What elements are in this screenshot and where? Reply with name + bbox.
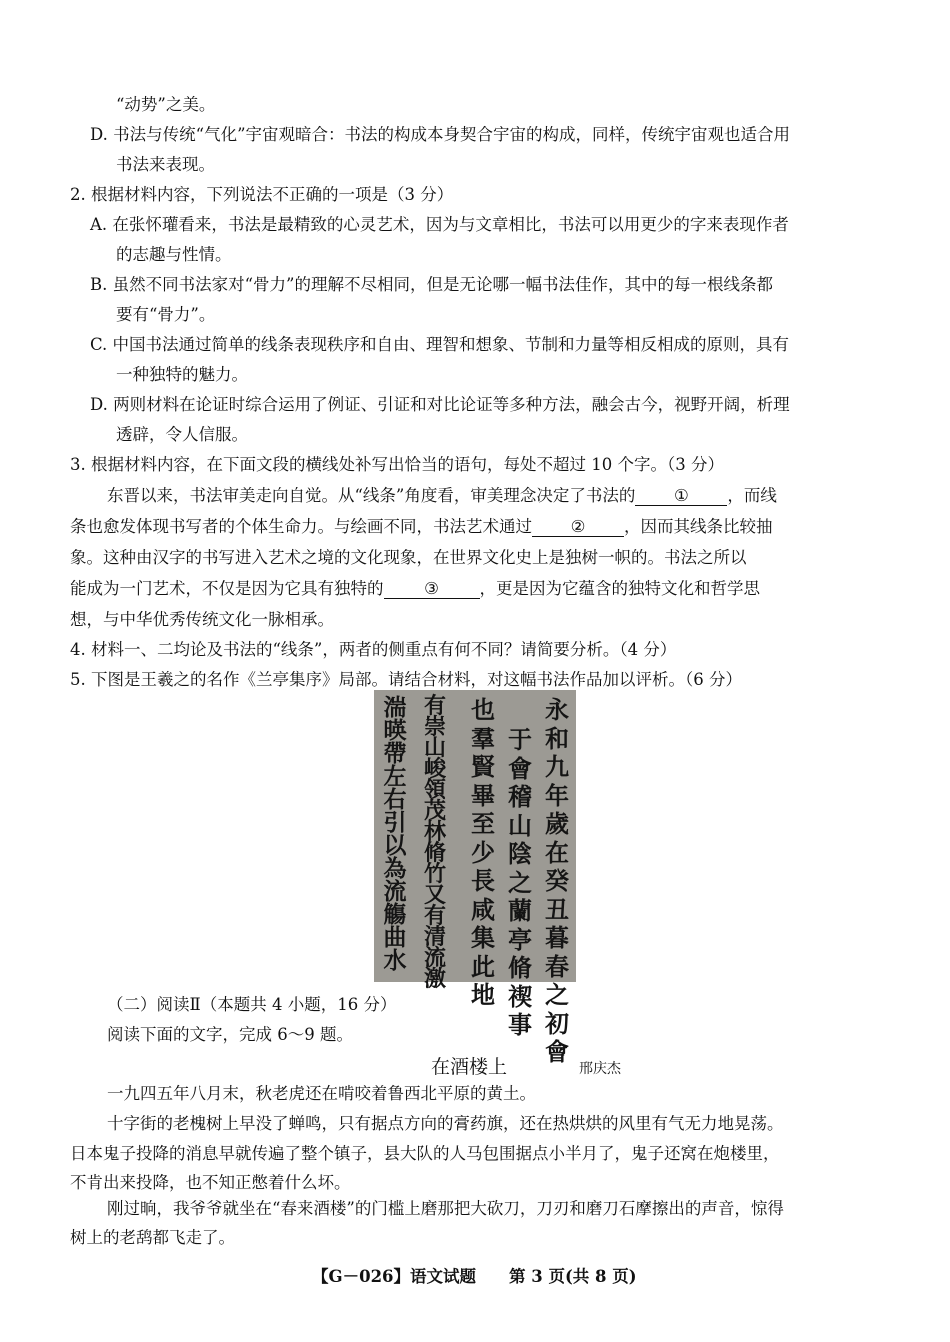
- q2-option-d: D. 两则材料在论证时综合运用了例证、引证和对比论证等多种方法，融会古今，视野开阔，析理: [90, 395, 790, 414]
- q2-option-c: C. 中国书法通过简单的线条表现秩序和自由、理智和想象、节制和力量等相反相成的原则，具有: [90, 335, 790, 354]
- calligraphy-column: 于會稽山陰之蘭亭脩禊事: [508, 725, 532, 1039]
- question-4: 4. 材料一、二均论及书法的“线条”，两者的侧重点有何不同？请简要分析。（4 分）: [70, 640, 677, 659]
- page-footer: 【G－026】语文试题 第 3 页(共 8 页): [312, 1267, 637, 1286]
- question-5: 5. 下图是王羲之的名作《兰亭集序》局部。请结合材料，对这幅书法作品加以评析。（6 分）: [70, 670, 742, 689]
- q2-option-c-line2: 一种独特的魅力。: [116, 365, 248, 384]
- blank-1[interactable]: ①: [635, 487, 727, 506]
- story-para-3-line2: 树上的老鸹都飞走了。: [70, 1228, 235, 1247]
- q3-para-line2: 条也愈发体现书写者的个体生命力。与绘画不同，书法艺术通过 ② ，因而其线条比较抽: [70, 517, 773, 536]
- q3-para-line3: 象。这种由汉字的书写进入艺术之境的文化现象，在世界文化史上是独树一帜的。书法之所以: [70, 548, 747, 567]
- story-para-2-line3: 不肯出来投降，也不知正憋着什么坏。: [70, 1173, 351, 1192]
- question-2-stem: 2. 根据材料内容，下列说法不正确的一项是（3 分）: [70, 185, 454, 204]
- option-d-line2: 书法来表现。: [116, 155, 215, 174]
- q3-para-line4: 能成为一门艺术，不仅是因为它具有独特的 ③ ，更是因为它蕴含的独特文化和哲学思: [70, 579, 760, 598]
- section-2-instruction: 阅读下面的文字，完成 6～9 题。: [107, 1025, 353, 1044]
- calligraphy-column: 也羣賢畢至少長咸集此地: [471, 695, 495, 1009]
- story-title: 在酒楼上: [431, 1056, 508, 1078]
- blank-2[interactable]: ②: [532, 518, 624, 537]
- story-para-3: 刚过晌，我爷爷就坐在“春来酒楼”的门槛上磨那把大砍刀，刀刃和磨刀石摩擦出的声音，惊得: [107, 1199, 784, 1218]
- q2-option-a: A. 在张怀瓘看来，书法是最精致的心灵艺术，因为与文章相比，书法可以用更少的字来表现作者: [90, 215, 789, 234]
- q2-option-d-line2: 透辟，令人信服。: [116, 425, 248, 444]
- q2-option-a-line2: 的志趣与性情。: [116, 245, 232, 264]
- calligraphy-column: 有崇山峻領茂林脩竹又有清流激: [423, 693, 446, 992]
- question-3-stem: 3. 根据材料内容，在下面文段的横线处补写出恰当的语句，每处不超过 10 个字。（3 分）: [70, 455, 724, 474]
- option-d-continuation: “动势”之美。: [116, 95, 216, 114]
- story-para-1: 一九四五年八月末，秋老虎还在啃咬着鲁西北平原的黄土。: [107, 1084, 536, 1103]
- story-para-2-line2: 日本鬼子投降的消息早就传遍了整个镇子，县大队的人马包围据点小半月了，鬼子还窝在炮楼里，: [70, 1144, 780, 1163]
- option-d: D. 书法与传统“气化”宇宙观暗合：书法的构成本身契合宇宙的构成，同样，传统宇宙观也适合用: [90, 125, 791, 144]
- q3-para-line1: 东晋以来，书法审美走向自觉。从“线条”角度看，审美理念决定了书法的 ① ，而线: [107, 486, 777, 505]
- story-author: 邢庆杰: [579, 1061, 621, 1077]
- q2-option-b: B. 虽然不同书法家对“骨力”的理解不尽相同，但是无论哪一幅书法佳作，其中的每一根线条都: [90, 275, 773, 294]
- q2-option-b-line2: 要有“骨力”。: [116, 305, 216, 324]
- q3-para-line5: 想，与中华优秀传统文化一脉相承。: [70, 610, 334, 629]
- calligraphy-column: 永和九年歲在癸丑暮春之初會: [545, 695, 569, 1066]
- lanting-calligraphy-image: [374, 690, 576, 1066]
- section-2-header: （二）阅读Ⅱ（本题共 4 小题，16 分）: [107, 995, 397, 1014]
- story-para-2: 十字街的老槐树上早没了蝉鸣，只有据点方向的膏药旗，还在热烘烘的风里有气无力地晃荡。: [107, 1114, 784, 1133]
- blank-3[interactable]: ③: [384, 580, 480, 599]
- calligraphy-column: 湍暎帶左右引以為流觴曲水: [383, 694, 407, 974]
